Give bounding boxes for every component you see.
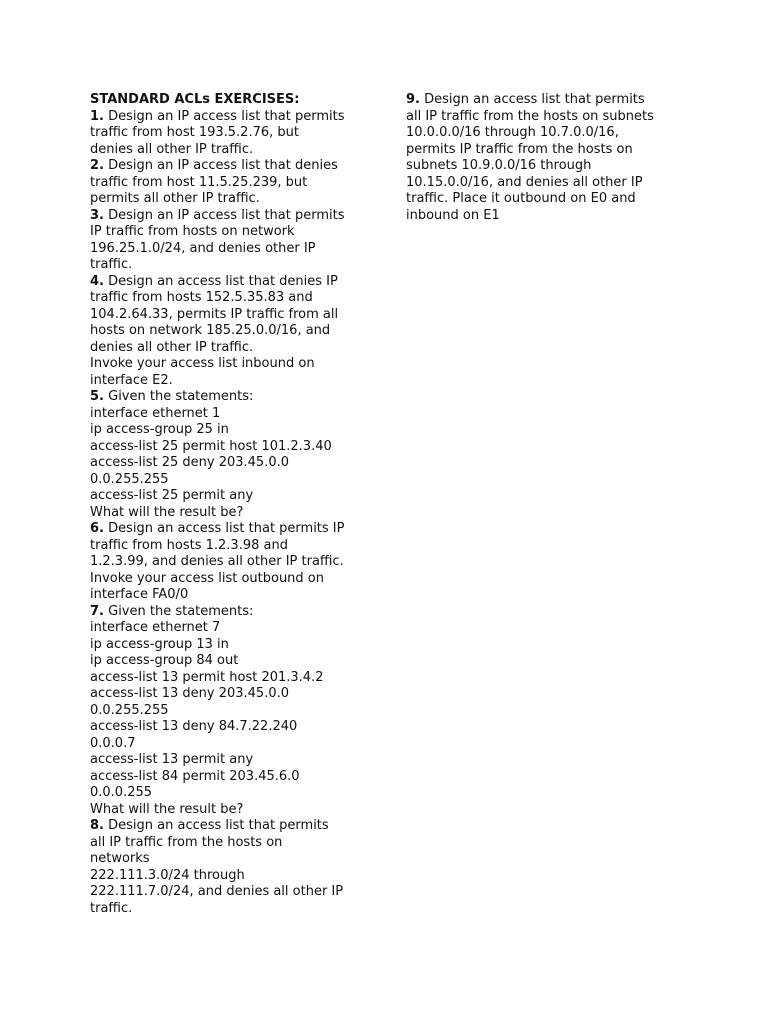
exercise-text: ip access-group 13 in: [90, 636, 229, 652]
exercise-line: [90, 769, 380, 786]
exercise-text: access-list 13 permit any: [90, 752, 254, 767]
exercise-line: [90, 142, 380, 159]
exercise-text: IP traffic from hosts on network: [90, 224, 295, 239]
exercise-line: [406, 191, 696, 208]
exercise-text: 222.111.7.0/24, and denies all other IP: [90, 884, 344, 899]
exercise-line-numbered: [90, 818, 380, 835]
exercise-text: access-list 13 deny 203.45.0.0: [90, 686, 290, 701]
exercise-text: all IP traffic from the hosts on subnets: [406, 108, 654, 124]
exercise-line-numbered: [90, 158, 380, 175]
exercise-text: traffic.: [90, 900, 133, 916]
exercise-line: [90, 538, 380, 555]
exercise-text: networks: [90, 851, 150, 866]
exercise-number: 9.: [406, 92, 420, 107]
exercise-line: [90, 802, 380, 819]
left-column: [90, 92, 380, 917]
exercise-text: hosts on network 185.25.0.0/16, and: [90, 323, 331, 338]
exercise-text: 104.2.64.33, permits IP traffic from all: [90, 306, 339, 322]
exercise-text: 0.0.0.7: [90, 735, 136, 751]
exercise-text: Given the statements:: [103, 603, 254, 619]
exercise-line: [90, 472, 380, 489]
exercise-line: [90, 868, 380, 885]
exercise-line-numbered: [90, 208, 380, 225]
exercise-text: interface ethernet 7: [90, 620, 221, 635]
exercise-line: [90, 455, 380, 472]
exercise-line: [90, 785, 380, 802]
exercise-text: Invoke your access list outbound on: [90, 570, 324, 586]
exercise-text: Design an access list that denies IP: [103, 273, 338, 289]
exercise-line: [406, 109, 696, 126]
exercise-text: 1.2.3.99, and denies all other IP traffic.: [90, 554, 344, 569]
exercise-line: [90, 637, 380, 654]
exercise-text: 10.0.0.0/16 through 10.7.0.0/16,: [406, 125, 619, 140]
exercise-line-numbered: [90, 389, 380, 406]
exercise-line: [90, 554, 380, 571]
exercise-number: 7.: [90, 603, 104, 619]
exercise-number: 8.: [90, 818, 104, 833]
exercise-line: [90, 356, 380, 373]
exercise-text: traffic from hosts 152.5.35.83 and: [90, 290, 313, 305]
exercise-text: Design an IP access list that denies: [103, 158, 338, 173]
exercise-number: 3.: [90, 207, 104, 223]
exercise-text: access-list 25 permit host 101.2.3.40: [90, 438, 332, 454]
exercise-line: [90, 373, 380, 390]
right-column-lines: [406, 92, 696, 224]
exercise-line: [90, 307, 380, 324]
exercise-line: [90, 653, 380, 670]
exercise-text: subnets 10.9.0.0/16 through: [406, 158, 592, 173]
exercise-text: traffic from host 11.5.25.239, but: [90, 174, 308, 190]
exercise-text: ip access-group 84 out: [90, 653, 239, 668]
exercise-text: Design an access list that permits IP: [103, 521, 345, 536]
exercise-text: interface E2.: [90, 372, 173, 388]
exercise-line: [90, 422, 380, 439]
exercise-text: denies all other IP traffic.: [90, 339, 254, 355]
exercise-text: traffic.: [90, 257, 133, 272]
exercise-text: What will the result be?: [90, 504, 244, 520]
exercise-line: [90, 488, 380, 505]
exercise-line: [90, 736, 380, 753]
exercise-line-numbered: [90, 521, 380, 538]
exercise-text: 10.15.0.0/16, and denies all other IP: [406, 174, 643, 190]
exercise-line: [90, 587, 380, 604]
exercise-text: What will the result be?: [90, 801, 244, 817]
exercise-line: [90, 224, 380, 241]
exercise-number: 6.: [90, 521, 104, 536]
exercise-text: traffic from host 193.5.2.76, but: [90, 125, 299, 140]
exercise-text: 222.111.3.0/24 through: [90, 867, 245, 883]
exercise-text: 196.25.1.0/24, and denies other IP: [90, 240, 316, 256]
exercise-text: Design an IP access list that permits: [103, 108, 345, 124]
exercise-line-numbered: [406, 92, 696, 109]
exercise-number: 5.: [90, 389, 104, 404]
exercise-line: [90, 670, 380, 687]
exercise-line: [90, 752, 380, 769]
exercise-number: 2.: [90, 158, 104, 173]
exercise-line: [90, 323, 380, 340]
exercise-text: 0.0.255.255: [90, 702, 169, 718]
exercise-line: [90, 257, 380, 274]
exercise-text: Design an access list that permits: [103, 818, 329, 833]
exercise-text: 0.0.0.255: [90, 785, 153, 800]
right-column: [406, 92, 696, 224]
exercise-text: ip access-group 25 in: [90, 422, 229, 437]
exercise-number: 4.: [90, 273, 104, 289]
exercise-text: Design an IP access list that permits: [103, 207, 345, 223]
exercise-line: [90, 571, 380, 588]
exercise-line: [90, 901, 380, 918]
exercise-line: [90, 340, 380, 357]
exercise-line: [90, 406, 380, 423]
exercise-line: [90, 620, 380, 637]
exercise-line-numbered: [90, 604, 380, 621]
exercise-line: [90, 719, 380, 736]
exercise-line: [406, 158, 696, 175]
exercise-line: [90, 835, 380, 852]
exercise-line: [406, 175, 696, 192]
left-column-lines: [90, 109, 380, 918]
exercise-line: [90, 686, 380, 703]
exercise-line: [406, 142, 696, 159]
exercise-text: access-list 84 permit 203.45.6.0: [90, 768, 300, 784]
exercise-line: [90, 505, 380, 522]
exercise-line: [406, 208, 696, 225]
exercise-line: [90, 884, 380, 901]
exercise-text: permits all other IP traffic.: [90, 191, 260, 206]
exercise-text: Invoke your access list inbound on: [90, 356, 315, 371]
exercise-number: 1.: [90, 108, 104, 124]
exercise-text: inbound on E1: [406, 207, 500, 223]
exercise-text: access-list 13 permit host 201.3.4.2: [90, 669, 324, 685]
exercise-text: permits IP traffic from the hosts on: [406, 141, 633, 157]
exercise-line: [90, 175, 380, 192]
exercise-text: traffic. Place it outbound on E0 and: [406, 191, 636, 206]
exercise-line: [90, 439, 380, 456]
exercise-text: access-list 25 permit any: [90, 488, 254, 503]
exercise-text: Given the statements:: [103, 389, 254, 404]
exercise-line: [90, 125, 380, 142]
exercise-text: Design an access list that permits: [419, 92, 645, 107]
document-heading: STANDARD ACLs EXERCISES:: [90, 92, 300, 107]
exercise-line: [90, 851, 380, 868]
exercise-text: access-list 25 deny 203.45.0.0: [90, 455, 290, 470]
exercise-line: [90, 191, 380, 208]
exercise-text: interface FA0/0: [90, 587, 189, 602]
exercise-line: [90, 290, 380, 307]
exercise-text: interface ethernet 1: [90, 405, 221, 421]
exercise-line: [90, 241, 380, 258]
exercise-text: all IP traffic from the hosts on: [90, 834, 283, 850]
exercise-line: [406, 125, 696, 142]
exercise-text: traffic from hosts 1.2.3.98 and: [90, 537, 288, 553]
exercise-text: 0.0.255.255: [90, 471, 169, 487]
exercise-line: [90, 703, 380, 720]
exercise-text: access-list 13 deny 84.7.22.240: [90, 719, 298, 734]
exercise-line-numbered: [90, 274, 380, 291]
exercise-text: denies all other IP traffic.: [90, 141, 254, 157]
exercise-line-numbered: [90, 109, 380, 126]
